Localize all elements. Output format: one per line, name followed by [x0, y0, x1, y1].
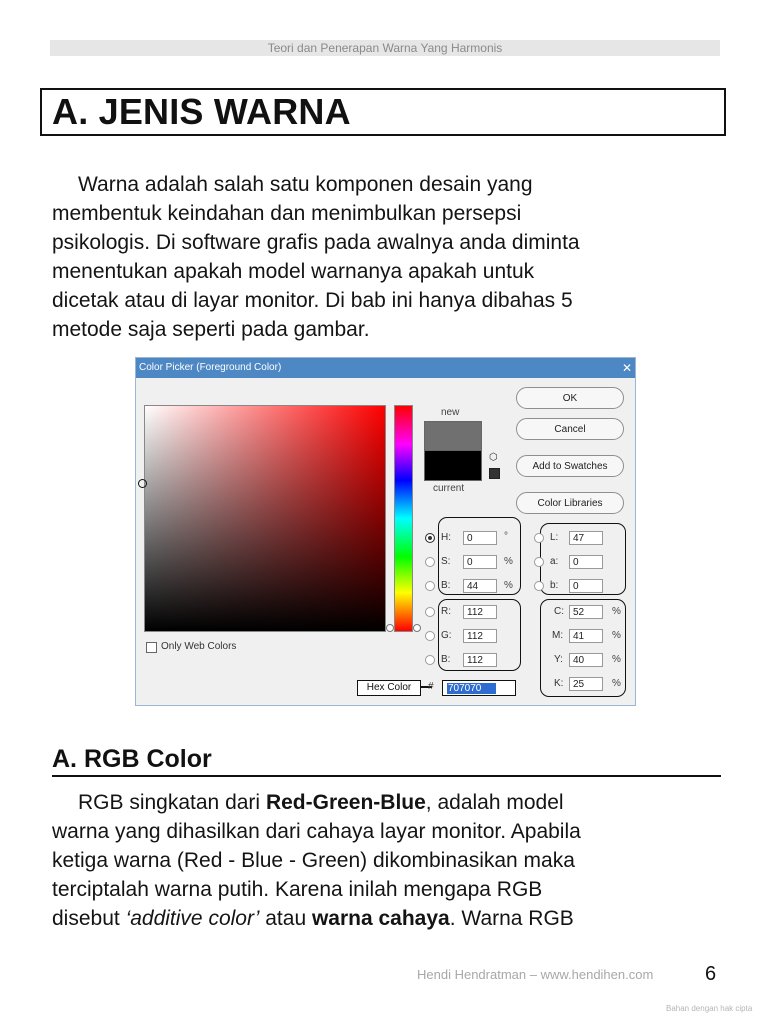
- text: , adalah model: [425, 791, 564, 814]
- new-color-swatch: [424, 421, 482, 452]
- g-radio[interactable]: [425, 631, 435, 641]
- ok-button[interactable]: OK: [516, 387, 624, 409]
- color-field-marker[interactable]: [138, 479, 147, 488]
- copyright-watermark: Bahan dengan hak cipta: [666, 1004, 753, 1013]
- blue-field[interactable]: 112: [463, 653, 497, 667]
- intro-line: metode saja seperti pada gambar.: [52, 318, 370, 341]
- text: RGB singkatan dari: [78, 791, 266, 814]
- text: atau: [259, 907, 312, 930]
- k-field[interactable]: 25: [569, 677, 603, 691]
- intro-line: psikologis. Di software grafis pada awalnya anda diminta: [52, 231, 580, 254]
- h-radio[interactable]: [425, 533, 435, 543]
- b-field[interactable]: 44: [463, 579, 497, 593]
- rgb-line: terciptalah warna putih. Karena inilah mengapa RGB: [52, 878, 543, 901]
- cancel-button[interactable]: Cancel: [516, 418, 624, 440]
- blue-radio[interactable]: [425, 655, 435, 665]
- c-label: C:: [554, 606, 564, 617]
- l-field[interactable]: 47: [569, 531, 603, 545]
- text: . Warna RGB: [449, 907, 574, 930]
- color-libraries-button[interactable]: Color Libraries: [516, 492, 624, 514]
- h-unit: °: [504, 531, 508, 542]
- b-radio[interactable]: [425, 581, 435, 591]
- a-field[interactable]: 0: [569, 555, 603, 569]
- y-unit: %: [612, 654, 621, 665]
- hue-slider-handle-left[interactable]: [386, 624, 394, 632]
- page-number: 6: [705, 963, 717, 985]
- m-label: M:: [552, 630, 564, 641]
- k-unit: %: [612, 678, 621, 689]
- web-safe-square-icon[interactable]: [489, 468, 500, 479]
- only-web-colors-checkbox[interactable]: [146, 642, 157, 653]
- k-label: K:: [554, 678, 564, 689]
- g-label: G:: [441, 630, 452, 641]
- s-radio[interactable]: [425, 557, 435, 567]
- g-field[interactable]: 112: [463, 629, 497, 643]
- rgb-line: ketiga warna (Red - Blue - Green) dikombinasikan maka: [52, 849, 575, 872]
- m-unit: %: [612, 630, 621, 641]
- a-label: a:: [550, 556, 559, 567]
- intro-line: dicetak atau di layar monitor. Di bab ini hanya dibahas 5: [52, 289, 573, 312]
- r-field[interactable]: 112: [463, 605, 497, 619]
- footer-credit: Hendi Hendratman – www.hendihen.com: [417, 967, 654, 982]
- heading-underline: [52, 775, 721, 777]
- hex-color-annotation: Hex Color: [357, 680, 421, 696]
- rgb-line: warna yang dihasilkan dari cahaya layar monitor. Apabila: [52, 820, 581, 843]
- running-title: Teori dan Penerapan Warna Yang Harmonis: [267, 41, 503, 55]
- r-radio[interactable]: [425, 607, 435, 617]
- c-field[interactable]: 52: [569, 605, 603, 619]
- hex-hash-label: #: [428, 681, 434, 692]
- current-label: current: [433, 483, 465, 494]
- only-web-colors-label: Only Web Colors: [161, 641, 237, 652]
- add-to-swatches-button[interactable]: Add to Swatches: [516, 455, 624, 477]
- b-label: B:: [441, 580, 451, 591]
- rgb-line: [52, 788, 722, 817]
- bold-text: Red-Green-Blue: [265, 791, 426, 814]
- hue-slider[interactable]: [394, 405, 413, 632]
- section-title: A. JENIS WARNA: [52, 91, 351, 132]
- intro-paragraph: [52, 170, 712, 344]
- l-radio[interactable]: [534, 533, 544, 543]
- text: disebut: [52, 907, 126, 930]
- blue-label: B:: [441, 654, 451, 665]
- h-field[interactable]: 0: [463, 531, 497, 545]
- out-of-gamut-cube-icon[interactable]: ⬡: [489, 452, 498, 463]
- s-unit: %: [504, 556, 513, 567]
- c-unit: %: [612, 606, 621, 617]
- hex-value: 707070: [447, 683, 496, 694]
- b-unit: %: [504, 580, 513, 591]
- l-label: L:: [550, 532, 559, 543]
- a-radio[interactable]: [534, 557, 544, 567]
- h-label: H:: [441, 532, 451, 543]
- hue-slider-handle-right[interactable]: [413, 624, 421, 632]
- current-color-swatch[interactable]: [424, 450, 482, 481]
- lab-b-label: b:: [550, 580, 559, 591]
- intro-line: menentukan apakah model warnanya apakah untuk: [52, 260, 535, 283]
- r-label: R:: [441, 606, 451, 617]
- lab-b-field[interactable]: 0: [569, 579, 603, 593]
- close-icon[interactable]: ✕: [621, 361, 633, 375]
- new-label: new: [441, 407, 460, 418]
- m-field[interactable]: 41: [569, 629, 603, 643]
- hex-field[interactable]: [442, 680, 516, 696]
- intro-line: Warna adalah salah satu komponen desain yang: [78, 173, 533, 196]
- color-picker-dialog: [135, 357, 636, 706]
- s-field[interactable]: 0: [463, 555, 497, 569]
- rgb-section-heading: A. RGB Color: [52, 745, 212, 773]
- intro-line: membentuk keindahan dan menimbulkan persepsi: [52, 202, 522, 225]
- rgb-paragraph: [52, 788, 722, 933]
- lab-b-radio[interactable]: [534, 581, 544, 591]
- bold-text: warna cahaya: [311, 907, 450, 930]
- y-field[interactable]: 40: [569, 653, 603, 667]
- y-label: Y:: [554, 654, 563, 665]
- color-field[interactable]: [144, 405, 386, 632]
- italic-text: ‘additive color’: [125, 907, 260, 930]
- dialog-title: Color Picker (Foreground Color): [139, 362, 282, 373]
- rgb-line: [52, 904, 722, 933]
- s-label: S:: [441, 556, 451, 567]
